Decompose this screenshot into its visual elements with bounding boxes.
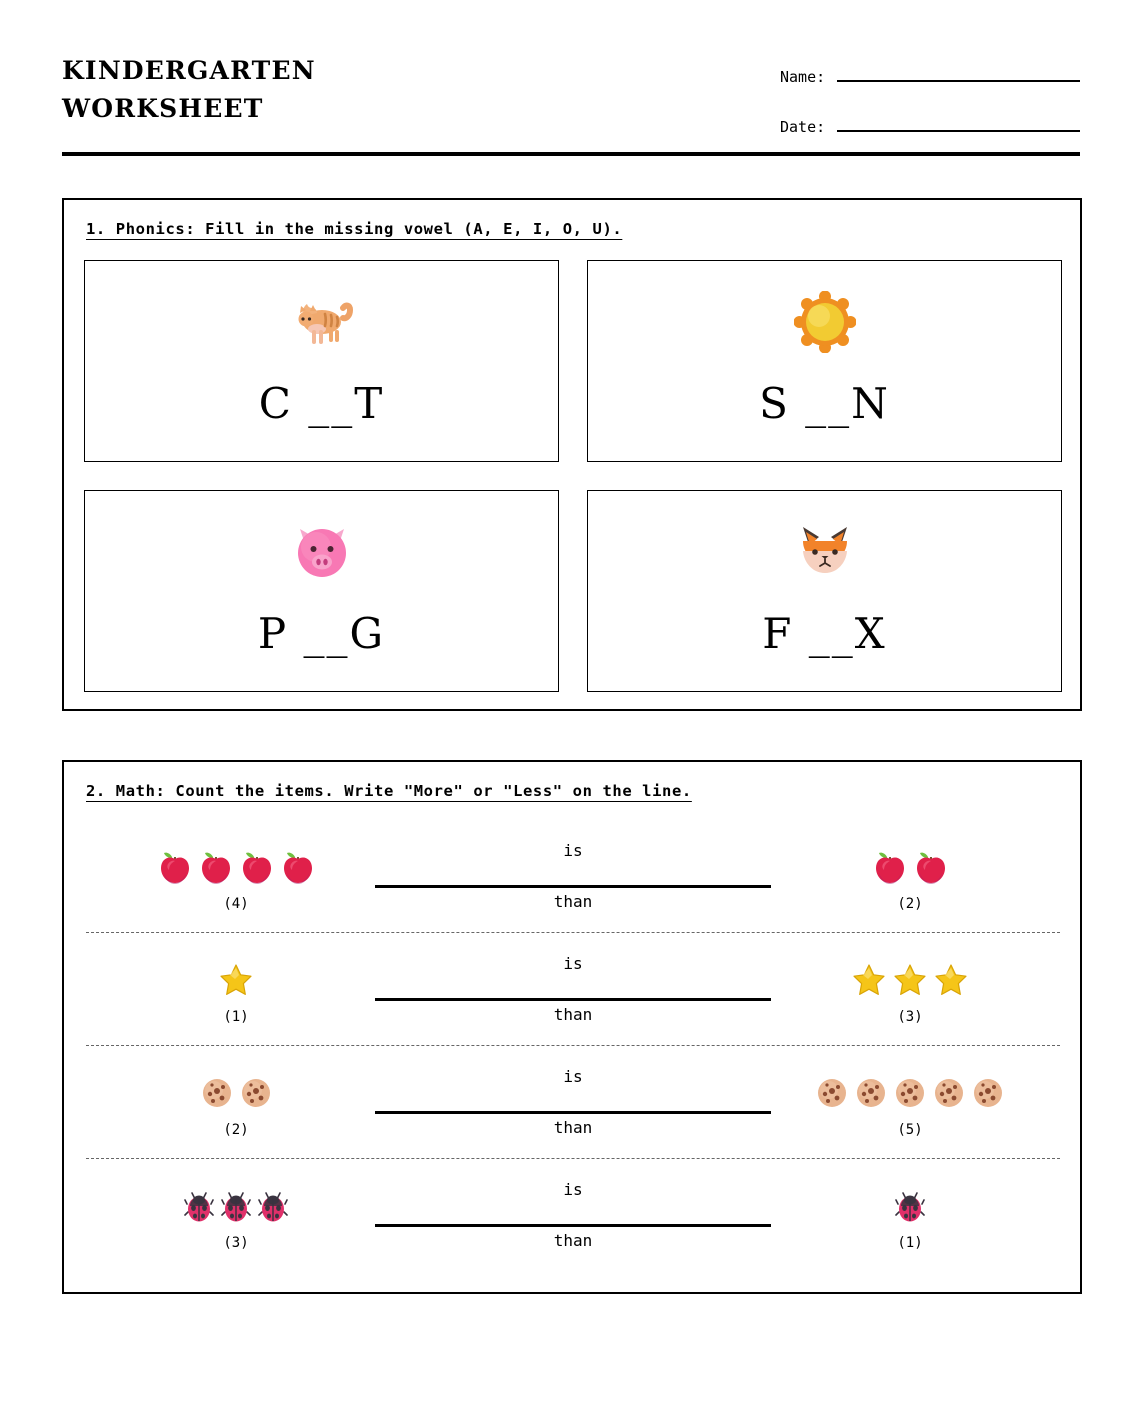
date-field-row (780, 116, 1080, 166)
math-comparison-rows (86, 820, 1060, 1271)
right-count-label: (5) (897, 1121, 923, 1138)
comparison-cell (386, 953, 760, 1024)
right-item-group (760, 841, 1060, 912)
apple-emoji (158, 850, 192, 884)
ladybug-emoji (895, 1190, 925, 1222)
cat-emoji (291, 285, 353, 359)
cookie-emoji-group-left (201, 1067, 272, 1119)
ladybug-emoji (221, 1190, 251, 1222)
table-row (86, 1159, 1060, 1271)
apple-emoji-group-right (873, 841, 948, 893)
cookie-emoji (855, 1077, 887, 1109)
phonics-card-pig[interactable] (84, 490, 559, 692)
right-count-label: (2) (897, 895, 923, 912)
compare-word-than: than (553, 1117, 593, 1137)
answer-blank-line[interactable] (375, 867, 771, 888)
phonics-word-sun: S __N (759, 379, 890, 428)
comparison-cell (386, 840, 760, 911)
right-count-label: (3) (897, 1008, 923, 1025)
left-item-group (86, 954, 386, 1025)
name-input-line[interactable] (837, 66, 1080, 82)
phonics-card-cat[interactable] (84, 260, 559, 462)
star-emoji (852, 963, 886, 997)
comparison-cell (386, 1179, 760, 1250)
compare-word-than: than (553, 891, 593, 911)
compare-word-is: is (563, 953, 583, 973)
star-emoji (893, 963, 927, 997)
compare-word-is: is (563, 1179, 583, 1199)
left-item-group (86, 841, 386, 912)
section-math (62, 760, 1082, 1294)
ladybug-emoji (258, 1190, 288, 1222)
ladybug-emoji-group-right (895, 1180, 925, 1232)
star-emoji (219, 963, 253, 997)
compare-word-than: than (553, 1230, 593, 1250)
ladybug-emoji (184, 1190, 214, 1222)
compare-word-is: is (563, 1066, 583, 1086)
answer-blank-line[interactable] (375, 1206, 771, 1227)
name-field-row (780, 66, 1080, 116)
name-label: Name: (780, 68, 826, 86)
table-row (86, 820, 1060, 933)
right-item-group (760, 954, 1060, 1025)
cookie-emoji (894, 1077, 926, 1109)
apple-emoji (914, 850, 948, 884)
compare-word-than: than (553, 1004, 593, 1024)
left-item-group (86, 1067, 386, 1138)
section-phonics (62, 198, 1082, 711)
left-count-label: (2) (223, 1121, 249, 1138)
apple-emoji (873, 850, 907, 884)
cookie-emoji (201, 1077, 233, 1109)
student-info-block (780, 66, 1080, 166)
right-item-group (760, 1180, 1060, 1251)
phonics-word-cat: C __T (258, 379, 385, 428)
star-emoji-group-left (219, 954, 253, 1006)
left-count-label: (3) (223, 1234, 249, 1251)
phonics-word-pig: P __G (257, 609, 386, 658)
fox-face-emoji (795, 515, 855, 589)
answer-blank-line[interactable] (375, 1093, 771, 1114)
answer-blank-line[interactable] (375, 980, 771, 1001)
cookie-emoji-group-right (816, 1067, 1004, 1119)
ladybug-emoji-group-left (184, 1180, 288, 1232)
phonics-card-sun[interactable] (587, 260, 1062, 462)
title-line-1: KINDERGARTEN (62, 56, 316, 85)
title-line-2: WORKSHEET (62, 94, 264, 123)
apple-emoji-group-left (158, 841, 315, 893)
phonics-word-fox: F __X (762, 609, 887, 658)
section-math-heading: 2. Math: Count the items. Write "More" or "Less" on the line. (86, 782, 692, 800)
left-item-group (86, 1180, 386, 1251)
left-count-label: (1) (223, 1008, 249, 1025)
sun-emoji (794, 285, 856, 359)
pig-face-emoji (292, 515, 352, 589)
worksheet-header (62, 52, 1080, 152)
header-divider (62, 152, 1080, 156)
star-emoji-group-right (852, 954, 968, 1006)
compare-word-is: is (563, 840, 583, 860)
right-count-label: (1) (897, 1234, 923, 1251)
phonics-card-fox (587, 490, 1062, 692)
left-count-label: (4) (223, 895, 249, 912)
apple-emoji (281, 850, 315, 884)
phonics-card-grid (84, 260, 1062, 692)
cookie-emoji (972, 1077, 1004, 1109)
apple-emoji (199, 850, 233, 884)
page-title (62, 52, 316, 128)
right-item-group (760, 1067, 1060, 1138)
table-row (86, 933, 1060, 1046)
star-emoji (934, 963, 968, 997)
date-input-line[interactable] (837, 116, 1080, 132)
cookie-emoji (240, 1077, 272, 1109)
apple-emoji (240, 850, 274, 884)
section-phonics-heading: 1. Phonics: Fill in the missing vowel (A, E, I, O, U). (86, 220, 623, 238)
date-label: Date: (780, 118, 826, 136)
comparison-cell (386, 1066, 760, 1137)
table-row (86, 1046, 1060, 1159)
cookie-emoji (933, 1077, 965, 1109)
cookie-emoji (816, 1077, 848, 1109)
